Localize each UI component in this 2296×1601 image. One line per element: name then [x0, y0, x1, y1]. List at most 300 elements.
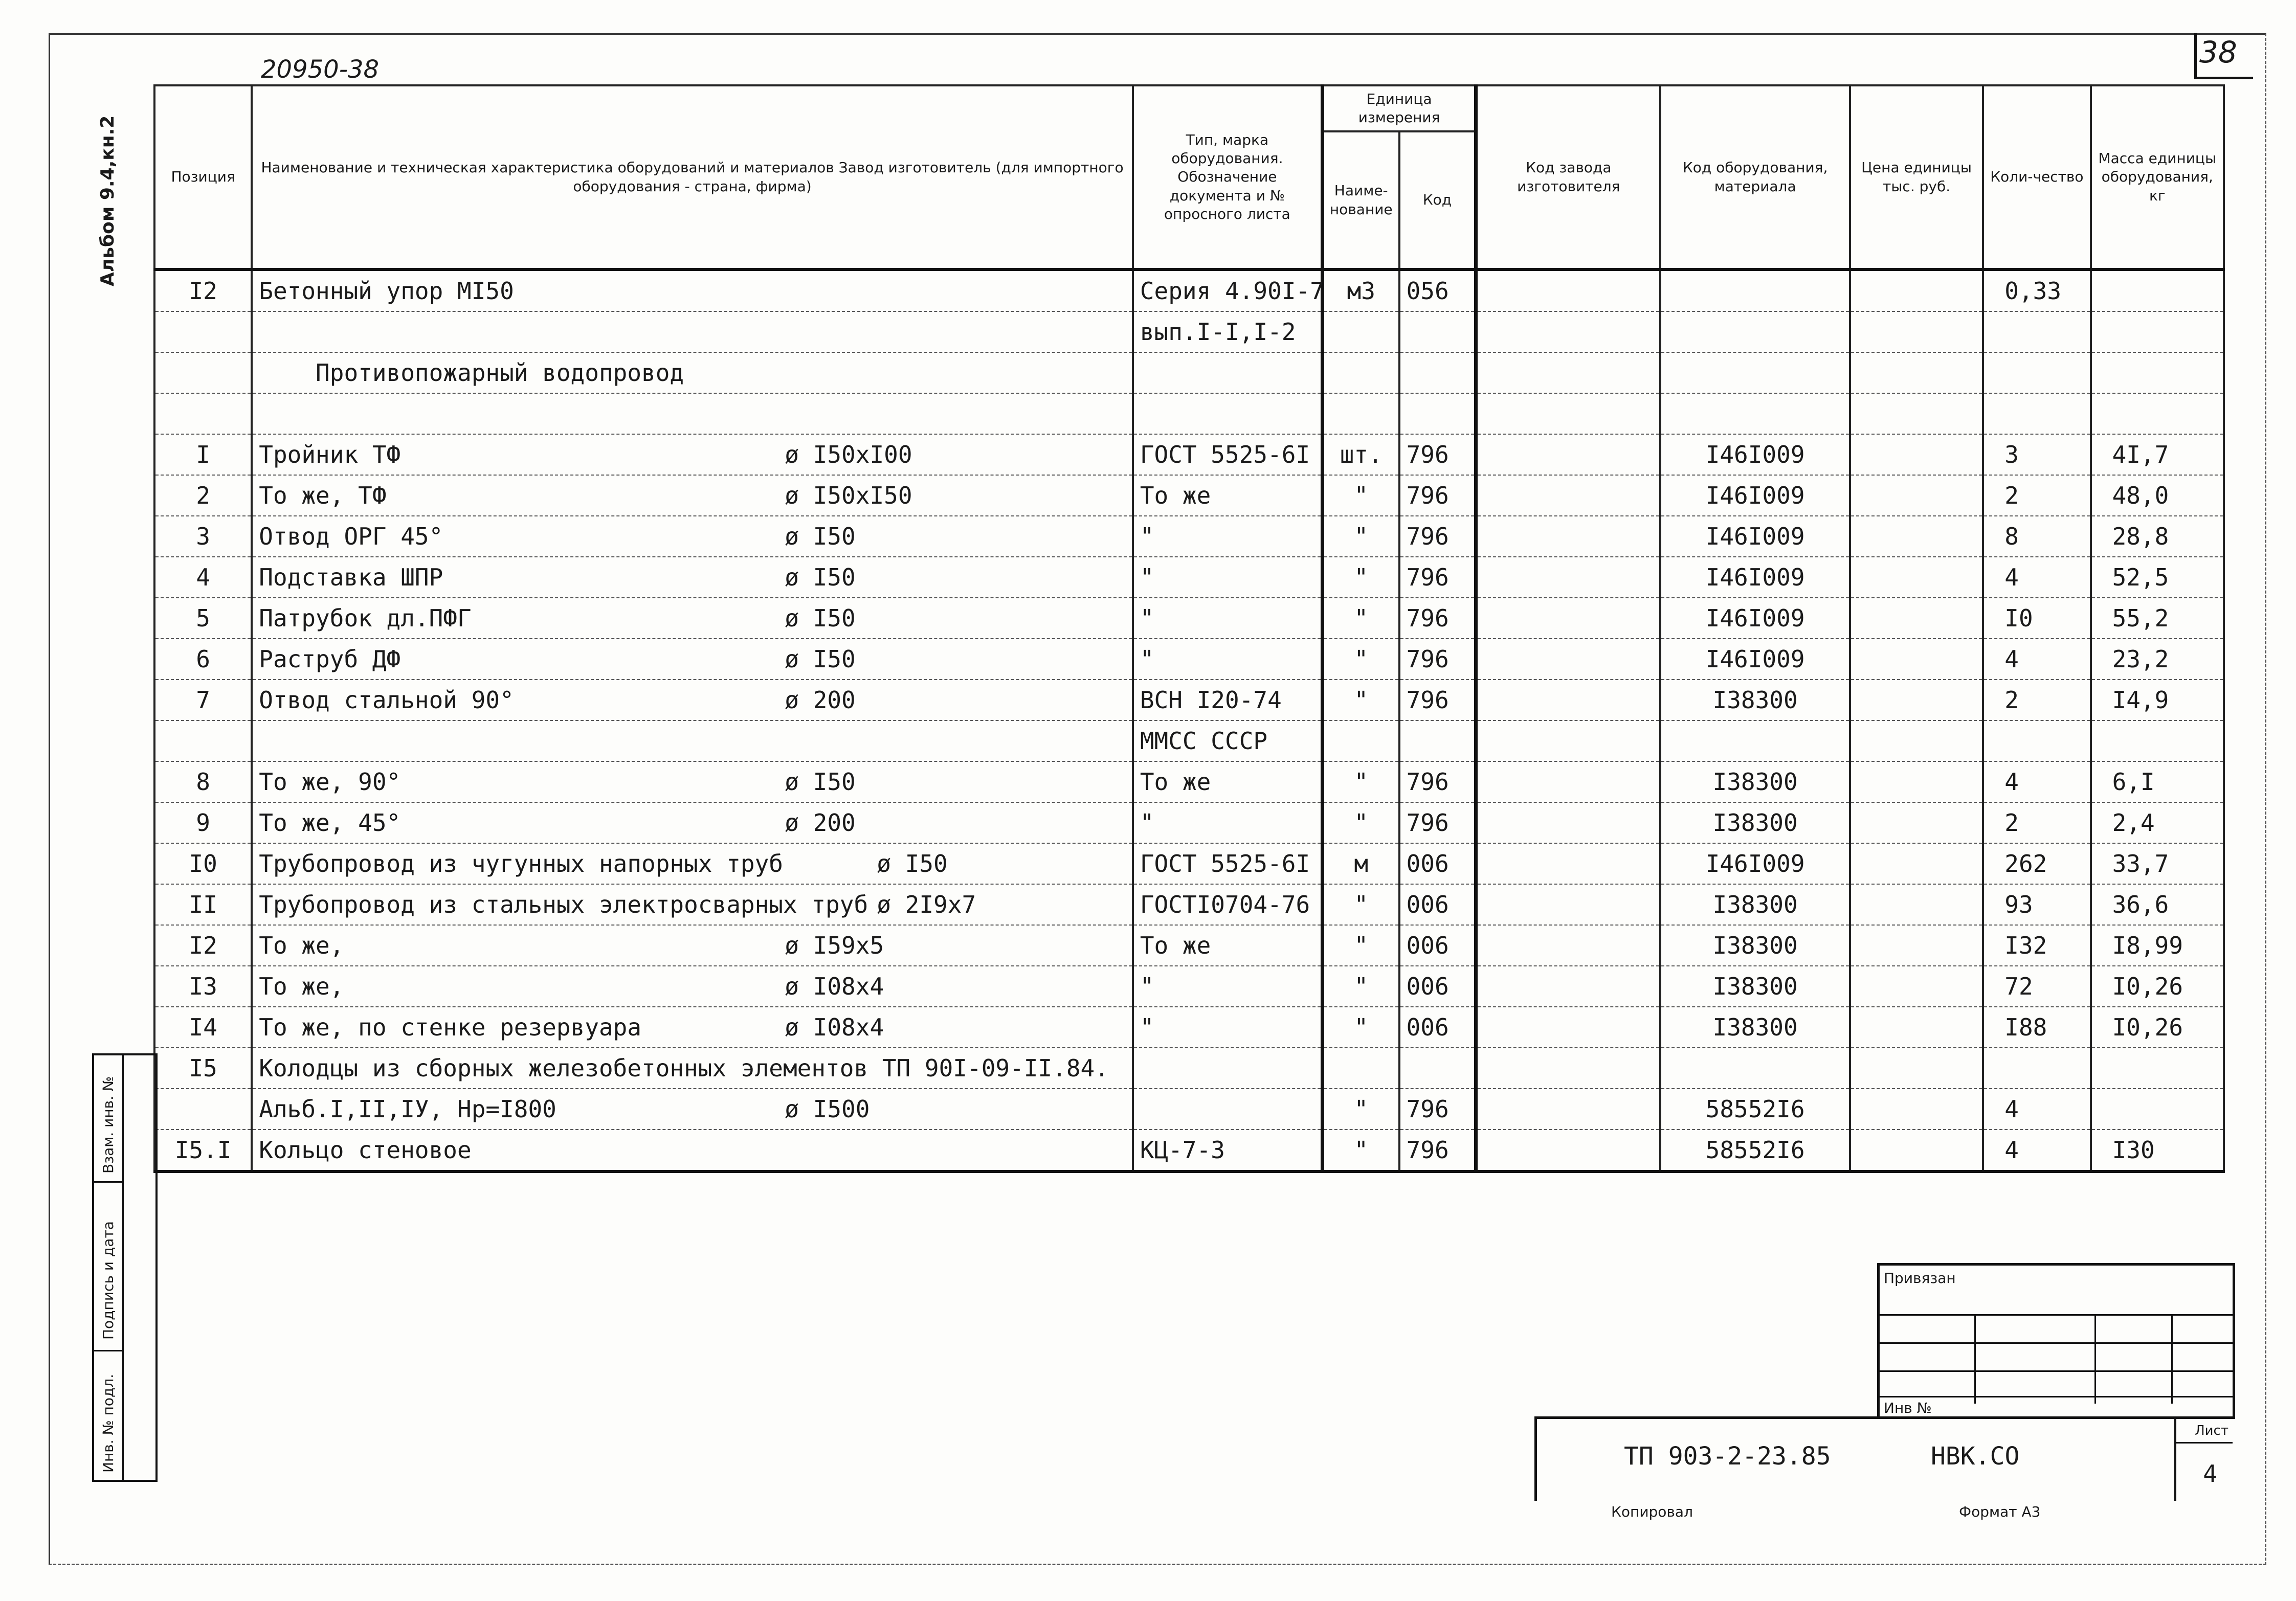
row-equipment-code: I46I009	[1660, 434, 1850, 475]
row-plant-code	[1476, 475, 1661, 516]
row-unit-code: 056	[1399, 269, 1476, 311]
row-position	[154, 311, 252, 352]
row-mass: I0,26	[2091, 966, 2224, 1007]
row-equipment-code: I38300	[1660, 680, 1850, 720]
row-type: "	[1133, 557, 1323, 598]
row-name	[252, 516, 1133, 557]
row-quantity: 4	[1983, 557, 2090, 598]
row-type: "	[1133, 802, 1323, 843]
row-price	[1850, 639, 1983, 680]
row-unit-name	[1322, 393, 1399, 434]
col-unit-group: Единица измерения	[1322, 85, 1476, 131]
row-price	[1850, 598, 1983, 639]
item-name: То же,	[259, 973, 344, 1000]
row-price	[1850, 1130, 1983, 1171]
row-name	[252, 598, 1133, 639]
row-quantity: 4	[1983, 1130, 2090, 1171]
row-type: вып.I-I,I-2	[1133, 311, 1323, 352]
col-unit-code: Код	[1399, 131, 1476, 269]
row-mass: 4I,7	[2091, 434, 2224, 475]
row-quantity	[1983, 352, 2090, 393]
row-type: "	[1133, 639, 1323, 680]
row-position: 9	[154, 802, 252, 843]
row-unit-name: "	[1322, 557, 1399, 598]
row-plant-code	[1476, 598, 1661, 639]
row-plant-code	[1476, 393, 1661, 434]
col-mass: Масса единицы оборудования, кг	[2091, 85, 2224, 269]
row-position: I5.I	[154, 1130, 252, 1171]
row-mass	[2091, 393, 2224, 434]
row-type: То же	[1133, 925, 1323, 966]
row-type: "	[1133, 1007, 1323, 1048]
side-label-vzam: Взам. инв. №	[100, 1076, 117, 1174]
row-mass: 48,0	[2091, 475, 2224, 516]
row-price	[1850, 761, 1983, 802]
item-name: То же, по стенке резервуара	[259, 1013, 642, 1041]
row-price	[1850, 557, 1983, 598]
table-row	[154, 843, 2224, 884]
row-unit-name: м3	[1322, 269, 1399, 311]
row-quantity: 2	[1983, 680, 2090, 720]
row-type	[1133, 1048, 1323, 1089]
row-price	[1850, 802, 1983, 843]
row-unit-name: "	[1322, 802, 1399, 843]
row-price	[1850, 311, 1983, 352]
sheet-label: Лист	[2195, 1423, 2228, 1438]
col-price: Цена единицы тыс. руб.	[1850, 85, 1983, 269]
row-unit-name	[1322, 311, 1399, 352]
row-name	[252, 884, 1133, 925]
row-mass: I0,26	[2091, 1007, 2224, 1048]
row-price	[1850, 843, 1983, 884]
table-row	[154, 639, 2224, 680]
row-equipment-code: I38300	[1660, 1007, 1850, 1048]
col-unit-name: Наиме-нование	[1322, 131, 1399, 269]
row-unit-code: 796	[1399, 639, 1476, 680]
item-diameter: ø I50	[785, 604, 856, 632]
item-diameter: ø I50xI00	[785, 441, 912, 468]
row-unit-name: "	[1322, 598, 1399, 639]
row-equipment-code: I46I009	[1660, 639, 1850, 680]
table-row	[154, 1130, 2224, 1171]
binding-inv-label: Инв №	[1884, 1400, 1932, 1416]
row-mass: 55,2	[2091, 598, 2224, 639]
row-price	[1850, 966, 1983, 1007]
item-name: Противопожарный водопровод	[259, 359, 684, 387]
row-unit-name: "	[1322, 1089, 1399, 1130]
row-quantity: 93	[1983, 884, 2090, 925]
item-diameter: ø I50	[785, 563, 856, 591]
row-plant-code	[1476, 966, 1661, 1007]
row-position	[154, 1089, 252, 1130]
row-unit-code	[1399, 720, 1476, 761]
table-row	[154, 925, 2224, 966]
row-equipment-code	[1660, 1048, 1850, 1089]
row-position: II	[154, 884, 252, 925]
row-type: "	[1133, 516, 1323, 557]
row-equipment-code: 58552I6	[1660, 1130, 1850, 1171]
row-mass: 52,5	[2091, 557, 2224, 598]
table-row	[154, 598, 2224, 639]
row-plant-code	[1476, 516, 1661, 557]
row-unit-code: 796	[1399, 761, 1476, 802]
row-type: ГОСТ 5525-6I	[1133, 843, 1323, 884]
row-plant-code	[1476, 352, 1661, 393]
row-mass	[2091, 1089, 2224, 1130]
table-row	[154, 884, 2224, 925]
row-price	[1850, 720, 1983, 761]
table-row	[154, 802, 2224, 843]
row-unit-code: 796	[1399, 557, 1476, 598]
row-unit-name: "	[1322, 925, 1399, 966]
row-quantity	[1983, 720, 2090, 761]
row-name	[252, 1048, 1133, 1089]
row-quantity	[1983, 1048, 2090, 1089]
row-quantity: 4	[1983, 1089, 2090, 1130]
row-quantity	[1983, 393, 2090, 434]
row-position: I4	[154, 1007, 252, 1048]
row-position	[154, 352, 252, 393]
row-position: I2	[154, 269, 252, 311]
row-mass	[2091, 311, 2224, 352]
album-label: Альбом 9.4,кн.2	[97, 115, 118, 286]
table-row	[154, 1048, 2224, 1089]
row-plant-code	[1476, 639, 1661, 680]
col-type: Тип, марка оборудования. Обозначение документа и № опросного листа	[1133, 85, 1323, 269]
row-type: ММСС СССР	[1133, 720, 1323, 761]
row-position: I2	[154, 925, 252, 966]
table-row	[154, 1089, 2224, 1130]
item-diameter: ø 2I9x7	[877, 891, 976, 918]
table-row	[154, 475, 2224, 516]
row-plant-code	[1476, 884, 1661, 925]
row-position: 8	[154, 761, 252, 802]
item-diameter: ø I50	[877, 850, 948, 877]
row-name	[252, 802, 1133, 843]
row-unit-code: 796	[1399, 598, 1476, 639]
document-designation: ТП 903-2-23.85	[1624, 1442, 1831, 1471]
footer-format: Формат А3	[1959, 1503, 2041, 1520]
row-quantity: 8	[1983, 516, 2090, 557]
row-name	[252, 557, 1133, 598]
item-diameter: ø I50xI50	[785, 482, 912, 509]
row-equipment-code: I46I009	[1660, 843, 1850, 884]
row-position: I0	[154, 843, 252, 884]
item-name: Альб.I,II,IУ, Нр=I800	[259, 1095, 556, 1123]
row-plant-code	[1476, 843, 1661, 884]
item-diameter: ø I500	[785, 1095, 870, 1123]
row-quantity: 0,33	[1983, 269, 2090, 311]
col-plant-code: Код завода изготовителя	[1476, 85, 1661, 269]
row-quantity: 2	[1983, 475, 2090, 516]
row-unit-code: 796	[1399, 475, 1476, 516]
row-equipment-code: I38300	[1660, 966, 1850, 1007]
row-mass	[2091, 352, 2224, 393]
row-position: 7	[154, 680, 252, 720]
item-diameter: ø I08x4	[785, 973, 884, 1000]
row-plant-code	[1476, 680, 1661, 720]
row-equipment-code: I38300	[1660, 761, 1850, 802]
table-row	[154, 761, 2224, 802]
binding-block	[1877, 1263, 2235, 1419]
row-plant-code	[1476, 311, 1661, 352]
item-name: Кольцо стеновое	[259, 1136, 472, 1164]
row-price	[1850, 393, 1983, 434]
table-row	[154, 393, 2224, 434]
sheet-cell	[2174, 1419, 2233, 1501]
side-label-podpis: Подпись и дата	[100, 1221, 117, 1340]
row-price	[1850, 352, 1983, 393]
row-price	[1850, 434, 1983, 475]
item-name: То же,	[259, 932, 344, 959]
row-plant-code	[1476, 557, 1661, 598]
item-name: Тройник ТФ	[259, 441, 401, 468]
row-equipment-code: I46I009	[1660, 516, 1850, 557]
item-name: Трубопровод из стальных электросварных труб	[259, 891, 868, 918]
row-equipment-code: 58552I6	[1660, 1089, 1850, 1130]
archive-number: 20950-38	[261, 55, 380, 84]
item-name: То же, 45°	[259, 809, 401, 837]
side-label-inv: Инв. № подл.	[100, 1373, 117, 1473]
row-quantity: 4	[1983, 639, 2090, 680]
row-unit-name: "	[1322, 966, 1399, 1007]
row-position: I5	[154, 1048, 252, 1089]
row-mass	[2091, 1048, 2224, 1089]
col-equipment-code: Код оборудования, материала	[1660, 85, 1850, 269]
item-name: Трубопровод из чугунных напорных труб	[259, 850, 783, 877]
row-unit-code	[1399, 393, 1476, 434]
row-equipment-code: I38300	[1660, 884, 1850, 925]
row-unit-code: 006	[1399, 925, 1476, 966]
row-position: 6	[154, 639, 252, 680]
row-mass: I8,99	[2091, 925, 2224, 966]
row-position: I	[154, 434, 252, 475]
row-unit-code: 796	[1399, 802, 1476, 843]
row-type	[1133, 352, 1323, 393]
row-mass: 2,4	[2091, 802, 2224, 843]
item-name: Раструб ДФ	[259, 645, 401, 673]
row-quantity: 4	[1983, 761, 2090, 802]
row-position: 5	[154, 598, 252, 639]
row-price	[1850, 516, 1983, 557]
row-mass: I4,9	[2091, 680, 2224, 720]
row-unit-name: "	[1322, 639, 1399, 680]
row-type	[1133, 1089, 1323, 1130]
row-unit-code: 006	[1399, 1007, 1476, 1048]
item-diameter: ø I08x4	[785, 1013, 884, 1041]
row-name	[252, 434, 1133, 475]
row-equipment-code: I46I009	[1660, 475, 1850, 516]
item-name: Отвод стальной 90°	[259, 686, 514, 714]
row-unit-code	[1399, 352, 1476, 393]
item-diameter: ø 200	[785, 686, 856, 714]
table-row	[154, 1007, 2224, 1048]
row-price	[1850, 1007, 1983, 1048]
row-unit-name: "	[1322, 1007, 1399, 1048]
row-price	[1850, 1089, 1983, 1130]
row-unit-name: "	[1322, 1130, 1399, 1171]
row-quantity: I32	[1983, 925, 2090, 966]
table-row	[154, 434, 2224, 475]
row-unit-name: "	[1322, 884, 1399, 925]
row-mass: 28,8	[2091, 516, 2224, 557]
row-price	[1850, 269, 1983, 311]
item-name: Патрубок дл.ПФГ	[259, 604, 472, 632]
table-row	[154, 311, 2224, 352]
row-type: То же	[1133, 761, 1323, 802]
row-plant-code	[1476, 1089, 1661, 1130]
row-mass: 36,6	[2091, 884, 2224, 925]
row-unit-name: "	[1322, 516, 1399, 557]
row-position: 4	[154, 557, 252, 598]
item-name: Бетонный упор МI50	[259, 277, 514, 305]
col-quantity: Коли-чество	[1983, 85, 2090, 269]
row-equipment-code: I38300	[1660, 925, 1850, 966]
row-name	[252, 1007, 1133, 1048]
table-row	[154, 680, 2224, 720]
row-unit-name: "	[1322, 680, 1399, 720]
col-name: Наименование и техническая характеристика оборудований и материалов Завод изготовитель (для импортного оборудования - страна, фирма)	[252, 85, 1133, 269]
item-name: Отвод ОРГ 45°	[259, 523, 443, 550]
row-name	[252, 966, 1133, 1007]
title-block	[1534, 1416, 2233, 1501]
row-mass: 23,2	[2091, 639, 2224, 680]
row-name	[252, 1130, 1133, 1171]
row-plant-code	[1476, 925, 1661, 966]
row-unit-name	[1322, 720, 1399, 761]
item-diameter: ø I50	[785, 768, 856, 796]
table-row	[154, 720, 2224, 761]
row-price	[1850, 884, 1983, 925]
specification-table	[153, 84, 2225, 1173]
sheet-number: 4	[2203, 1460, 2217, 1487]
row-unit-code	[1399, 1048, 1476, 1089]
row-type: Серия 4.90I-7	[1133, 269, 1323, 311]
row-name	[252, 843, 1133, 884]
row-plant-code	[1476, 434, 1661, 475]
row-type: "	[1133, 598, 1323, 639]
row-type: "	[1133, 966, 1323, 1007]
row-equipment-code	[1660, 393, 1850, 434]
row-mass: I30	[2091, 1130, 2224, 1171]
row-type: КЦ-7-3	[1133, 1130, 1323, 1171]
row-type: То же	[1133, 475, 1323, 516]
item-diameter: ø I50	[785, 645, 856, 673]
row-equipment-code: I46I009	[1660, 557, 1850, 598]
row-equipment-code	[1660, 311, 1850, 352]
row-quantity: 2	[1983, 802, 2090, 843]
row-plant-code	[1476, 1007, 1661, 1048]
row-type	[1133, 393, 1323, 434]
row-equipment-code	[1660, 269, 1850, 311]
row-unit-name: м	[1322, 843, 1399, 884]
row-name	[252, 393, 1133, 434]
row-unit-code: 006	[1399, 884, 1476, 925]
row-position: I3	[154, 966, 252, 1007]
item-diameter: ø I50	[785, 523, 856, 550]
row-equipment-code	[1660, 720, 1850, 761]
row-plant-code	[1476, 1048, 1661, 1089]
row-type: ГОСТI0704-76	[1133, 884, 1323, 925]
row-plant-code	[1476, 802, 1661, 843]
row-price	[1850, 475, 1983, 516]
item-diameter: ø 200	[785, 809, 856, 837]
table-row	[154, 966, 2224, 1007]
row-quantity: 72	[1983, 966, 2090, 1007]
item-name: Колодцы из сборных железобетонных элементов ТП 90I-09-II.84.	[259, 1054, 1109, 1082]
item-diameter: ø I59x5	[785, 932, 884, 959]
row-quantity	[1983, 311, 2090, 352]
row-mass	[2091, 720, 2224, 761]
row-unit-code: 796	[1399, 1089, 1476, 1130]
document-code: НВК.СО	[1931, 1442, 2020, 1471]
row-type: ГОСТ 5525-6I	[1133, 434, 1323, 475]
row-name	[252, 639, 1133, 680]
binding-title: Привязан	[1884, 1270, 1956, 1287]
row-plant-code	[1476, 720, 1661, 761]
row-price	[1850, 680, 1983, 720]
row-type: ВСН I20-74	[1133, 680, 1323, 720]
row-position: 3	[154, 516, 252, 557]
row-unit-name: шт.	[1322, 434, 1399, 475]
row-name	[252, 925, 1133, 966]
row-name	[252, 680, 1133, 720]
row-name	[252, 1089, 1133, 1130]
row-mass	[2091, 269, 2224, 311]
row-name	[252, 720, 1133, 761]
row-unit-code: 006	[1399, 966, 1476, 1007]
row-quantity: I88	[1983, 1007, 2090, 1048]
row-plant-code	[1476, 269, 1661, 311]
row-name	[252, 352, 1133, 393]
table-row	[154, 557, 2224, 598]
row-mass: 33,7	[2091, 843, 2224, 884]
row-name	[252, 475, 1133, 516]
row-mass: 6,I	[2091, 761, 2224, 802]
row-unit-code: 796	[1399, 516, 1476, 557]
row-equipment-code	[1660, 352, 1850, 393]
row-unit-code	[1399, 311, 1476, 352]
sheet-number-handwritten: 38	[2199, 35, 2237, 70]
row-quantity: 3	[1983, 434, 2090, 475]
row-unit-name	[1322, 1048, 1399, 1089]
row-unit-name	[1322, 352, 1399, 393]
col-position: Позиция	[154, 85, 252, 269]
row-position	[154, 720, 252, 761]
item-name: Подставка ШПР	[259, 563, 443, 591]
row-position: 2	[154, 475, 252, 516]
row-name	[252, 269, 1133, 311]
table-row	[154, 269, 2224, 311]
row-unit-code: 796	[1399, 680, 1476, 720]
footer-copied: Копировал	[1611, 1503, 1693, 1520]
row-unit-name: "	[1322, 475, 1399, 516]
row-quantity: I0	[1983, 598, 2090, 639]
row-name	[252, 311, 1133, 352]
row-name	[252, 761, 1133, 802]
row-position	[154, 393, 252, 434]
row-price	[1850, 1048, 1983, 1089]
row-price	[1850, 925, 1983, 966]
row-unit-code: 796	[1399, 1130, 1476, 1171]
item-name: То же, ТФ	[259, 482, 387, 509]
row-plant-code	[1476, 1130, 1661, 1171]
row-unit-code: 006	[1399, 843, 1476, 884]
row-equipment-code: I46I009	[1660, 598, 1850, 639]
table-row	[154, 516, 2224, 557]
row-plant-code	[1476, 761, 1661, 802]
row-equipment-code: I38300	[1660, 802, 1850, 843]
